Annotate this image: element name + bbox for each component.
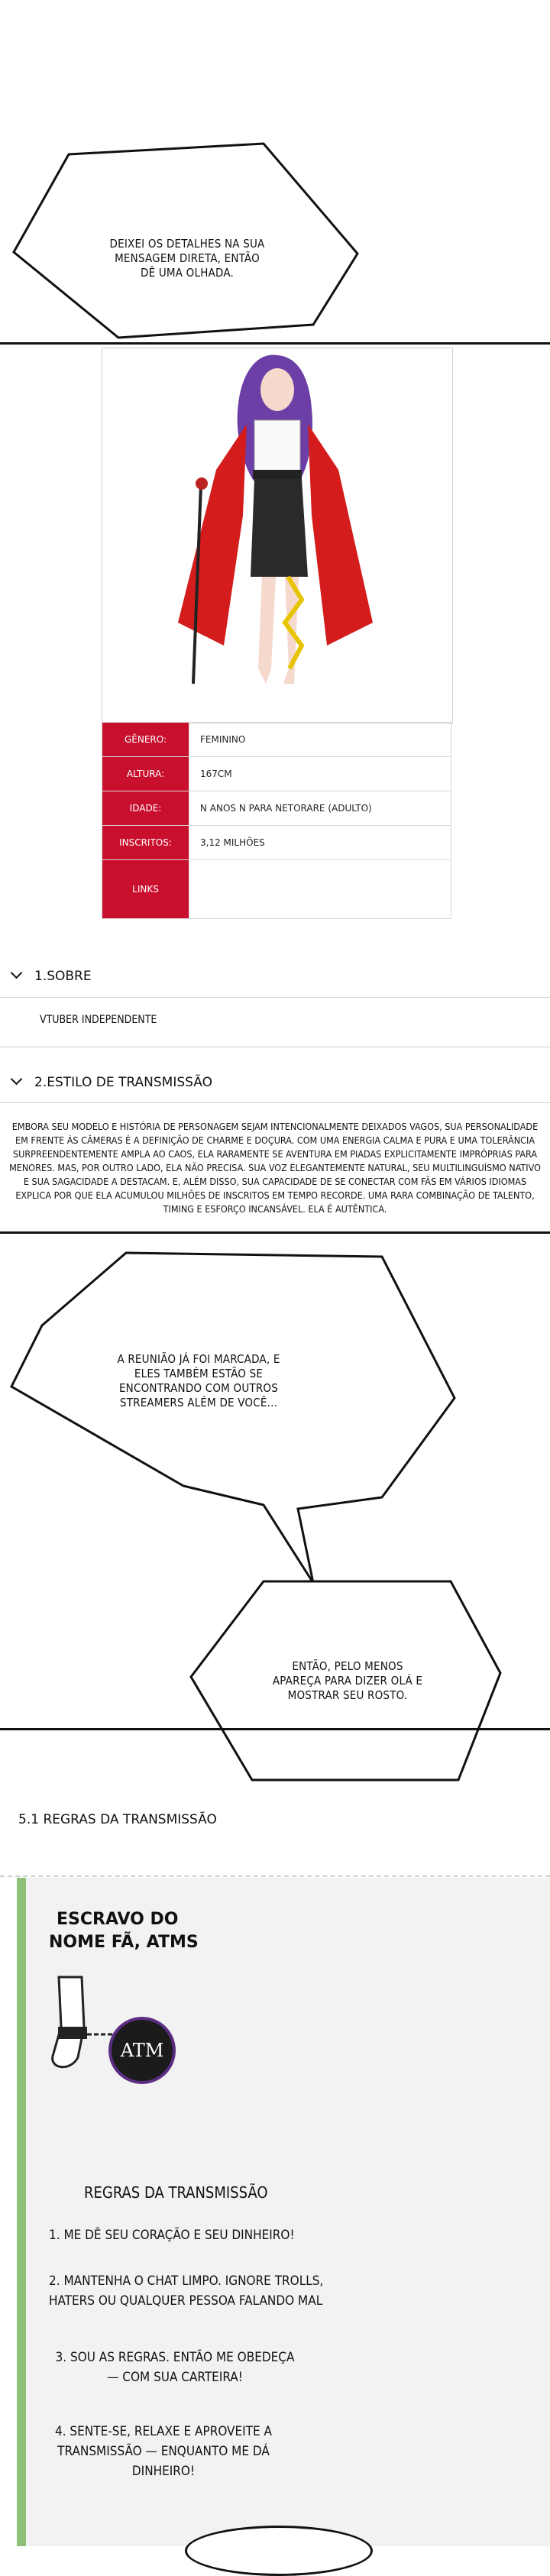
panel-divider — [0, 1728, 550, 1730]
speech-bubble-2 — [0, 1238, 550, 1597]
row-value: N ANOS N PARA NETORARE (ADULTO) — [189, 791, 451, 826]
bottom-bubble-edge — [185, 2526, 373, 2576]
card-heading-1: ESCRAVO DO — [57, 1910, 179, 1929]
profile-table — [102, 722, 451, 919]
rule-item: 1. ME DÊ SEU CORAÇÃO E SEU DINHEIRO! — [49, 2228, 295, 2243]
bubble-2-text: A REUNIÃO JÁ FOI MARCADA, E ELES TAMBÉM ESTÃO SE ENCONTRANDO COM OUTROS STREAMERS ALÉM DE VOCÊ... — [117, 1352, 280, 1409]
row-key: IDADE: — [102, 791, 189, 826]
bubble-3-text: ENTÃO, PELO MENOS APAREÇA PARA DIZER OLÁ E MOSTRAR SEU ROSTO. — [272, 1659, 423, 1702]
table-row[interactable] — [102, 860, 451, 919]
section-about-title: 1.SOBRE — [34, 969, 92, 984]
rule-item: 2. MANTENHA O CHAT LIMPO. IGNORE TROLLS, HATERS OU QUALQUER PESSOA FALANDO MAL — [49, 2273, 324, 2309]
row-key: INSCRITOS: — [102, 826, 189, 860]
rule-item: 3. SOU AS REGRAS. ENTÃO ME OBEDEÇA — COM SUA CARTEIRA! — [55, 2350, 295, 2385]
atm-badge — [108, 2017, 176, 2084]
divider — [0, 1102, 550, 1103]
section-style-title: 2.ESTILO DE TRANSMISSÃO — [34, 1075, 212, 1090]
chevron-down-icon[interactable] — [11, 967, 23, 979]
table-row — [102, 757, 451, 791]
divider — [0, 997, 550, 998]
chevron-down-icon[interactable] — [11, 1073, 23, 1086]
divider — [0, 1875, 550, 1877]
row-key: ALTURA: — [102, 757, 189, 791]
style-paragraph: EMBORA SEU MODELO E HISTÓRIA DE PERSONAGEM SEJAM INTENCIONALMENTE DEIXADOS VAGOS, SUA PERSONALIDADE EM FRENTE ÀS CÂMERAS É A DEFINIÇÃO DE CHARME E DOÇURA. COM UMA ENERGIA CALMA E PURA E UMA TOLERÂNCIA SURPREENDENTEMENTE AMPLA AO CAOS, ELA RARAMENTE SE AVENTURA EM PIADAS EXPLICITAMENTE IMPRÓPRIAS PARA MENORES. MAS, POR OUTRO LADO, ELA NÃO PRECISA. SUA VOZ ELEGANTEMENTE NATURAL, SEU MULTILINGUÍSMO NATIVO E SUA SAGACIDADE A DESTACAM. E, ALÉM DISSO, SUA CAPACIDADE DE SE CONECTAR COM FÃS EM VÁRIOS IDIOMAS EXPLICA POR QUE ELA ACUMULOU MILHÕES DE INSCRITOS EM TEMPO RECORDE. UMA RARA COMBINAÇÃO DE TALENTO, TIMING E ESFORÇO INCANSÁVEL. ELA É AUTÊNTICA. — [9, 1121, 541, 1215]
panel-divider — [0, 1231, 550, 1234]
table-row — [102, 826, 451, 860]
section-about-header[interactable] — [12, 969, 92, 984]
section-style-header[interactable] — [12, 1075, 212, 1090]
rules-heading: REGRAS DA TRANSMISSÃO — [84, 2183, 268, 2202]
about-text: VTUBER INDEPENDENTE — [40, 1014, 157, 1026]
atm-badge-text: ATM — [120, 2040, 164, 2061]
card-accent-bar — [17, 1878, 26, 2546]
speech-bubble-1 — [0, 138, 550, 367]
row-value: 167CM — [189, 757, 451, 791]
rule-item: 4. SENTE-SE, RELAXE E APROVEITE A TRANSMISSÃO — ENQUANTO ME DÁ DINHEIRO! — [54, 2424, 272, 2479]
links-value[interactable] — [189, 860, 451, 919]
card-heading-2: NOME FÃ, ATMS — [49, 1933, 199, 1952]
table-row — [102, 723, 451, 757]
row-value: FEMININO — [189, 723, 451, 757]
section-rules-title: 5.1 REGRAS DA TRANSMISSÃO — [18, 1812, 217, 1827]
bubble-1-text: DEIXEI OS DETALHES NA SUA MENSAGEM DIRETA, ENTÃO DÊ UMA OLHADA. — [109, 237, 265, 280]
panel-divider — [0, 342, 550, 345]
table-row — [102, 791, 451, 826]
row-key: GÊNERO: — [102, 723, 189, 757]
row-value: 3,12 MILHÕES — [189, 826, 451, 860]
rules-card — [17, 1878, 550, 2546]
character-illustration — [102, 348, 451, 722]
links-key[interactable]: LINKS — [102, 860, 189, 919]
